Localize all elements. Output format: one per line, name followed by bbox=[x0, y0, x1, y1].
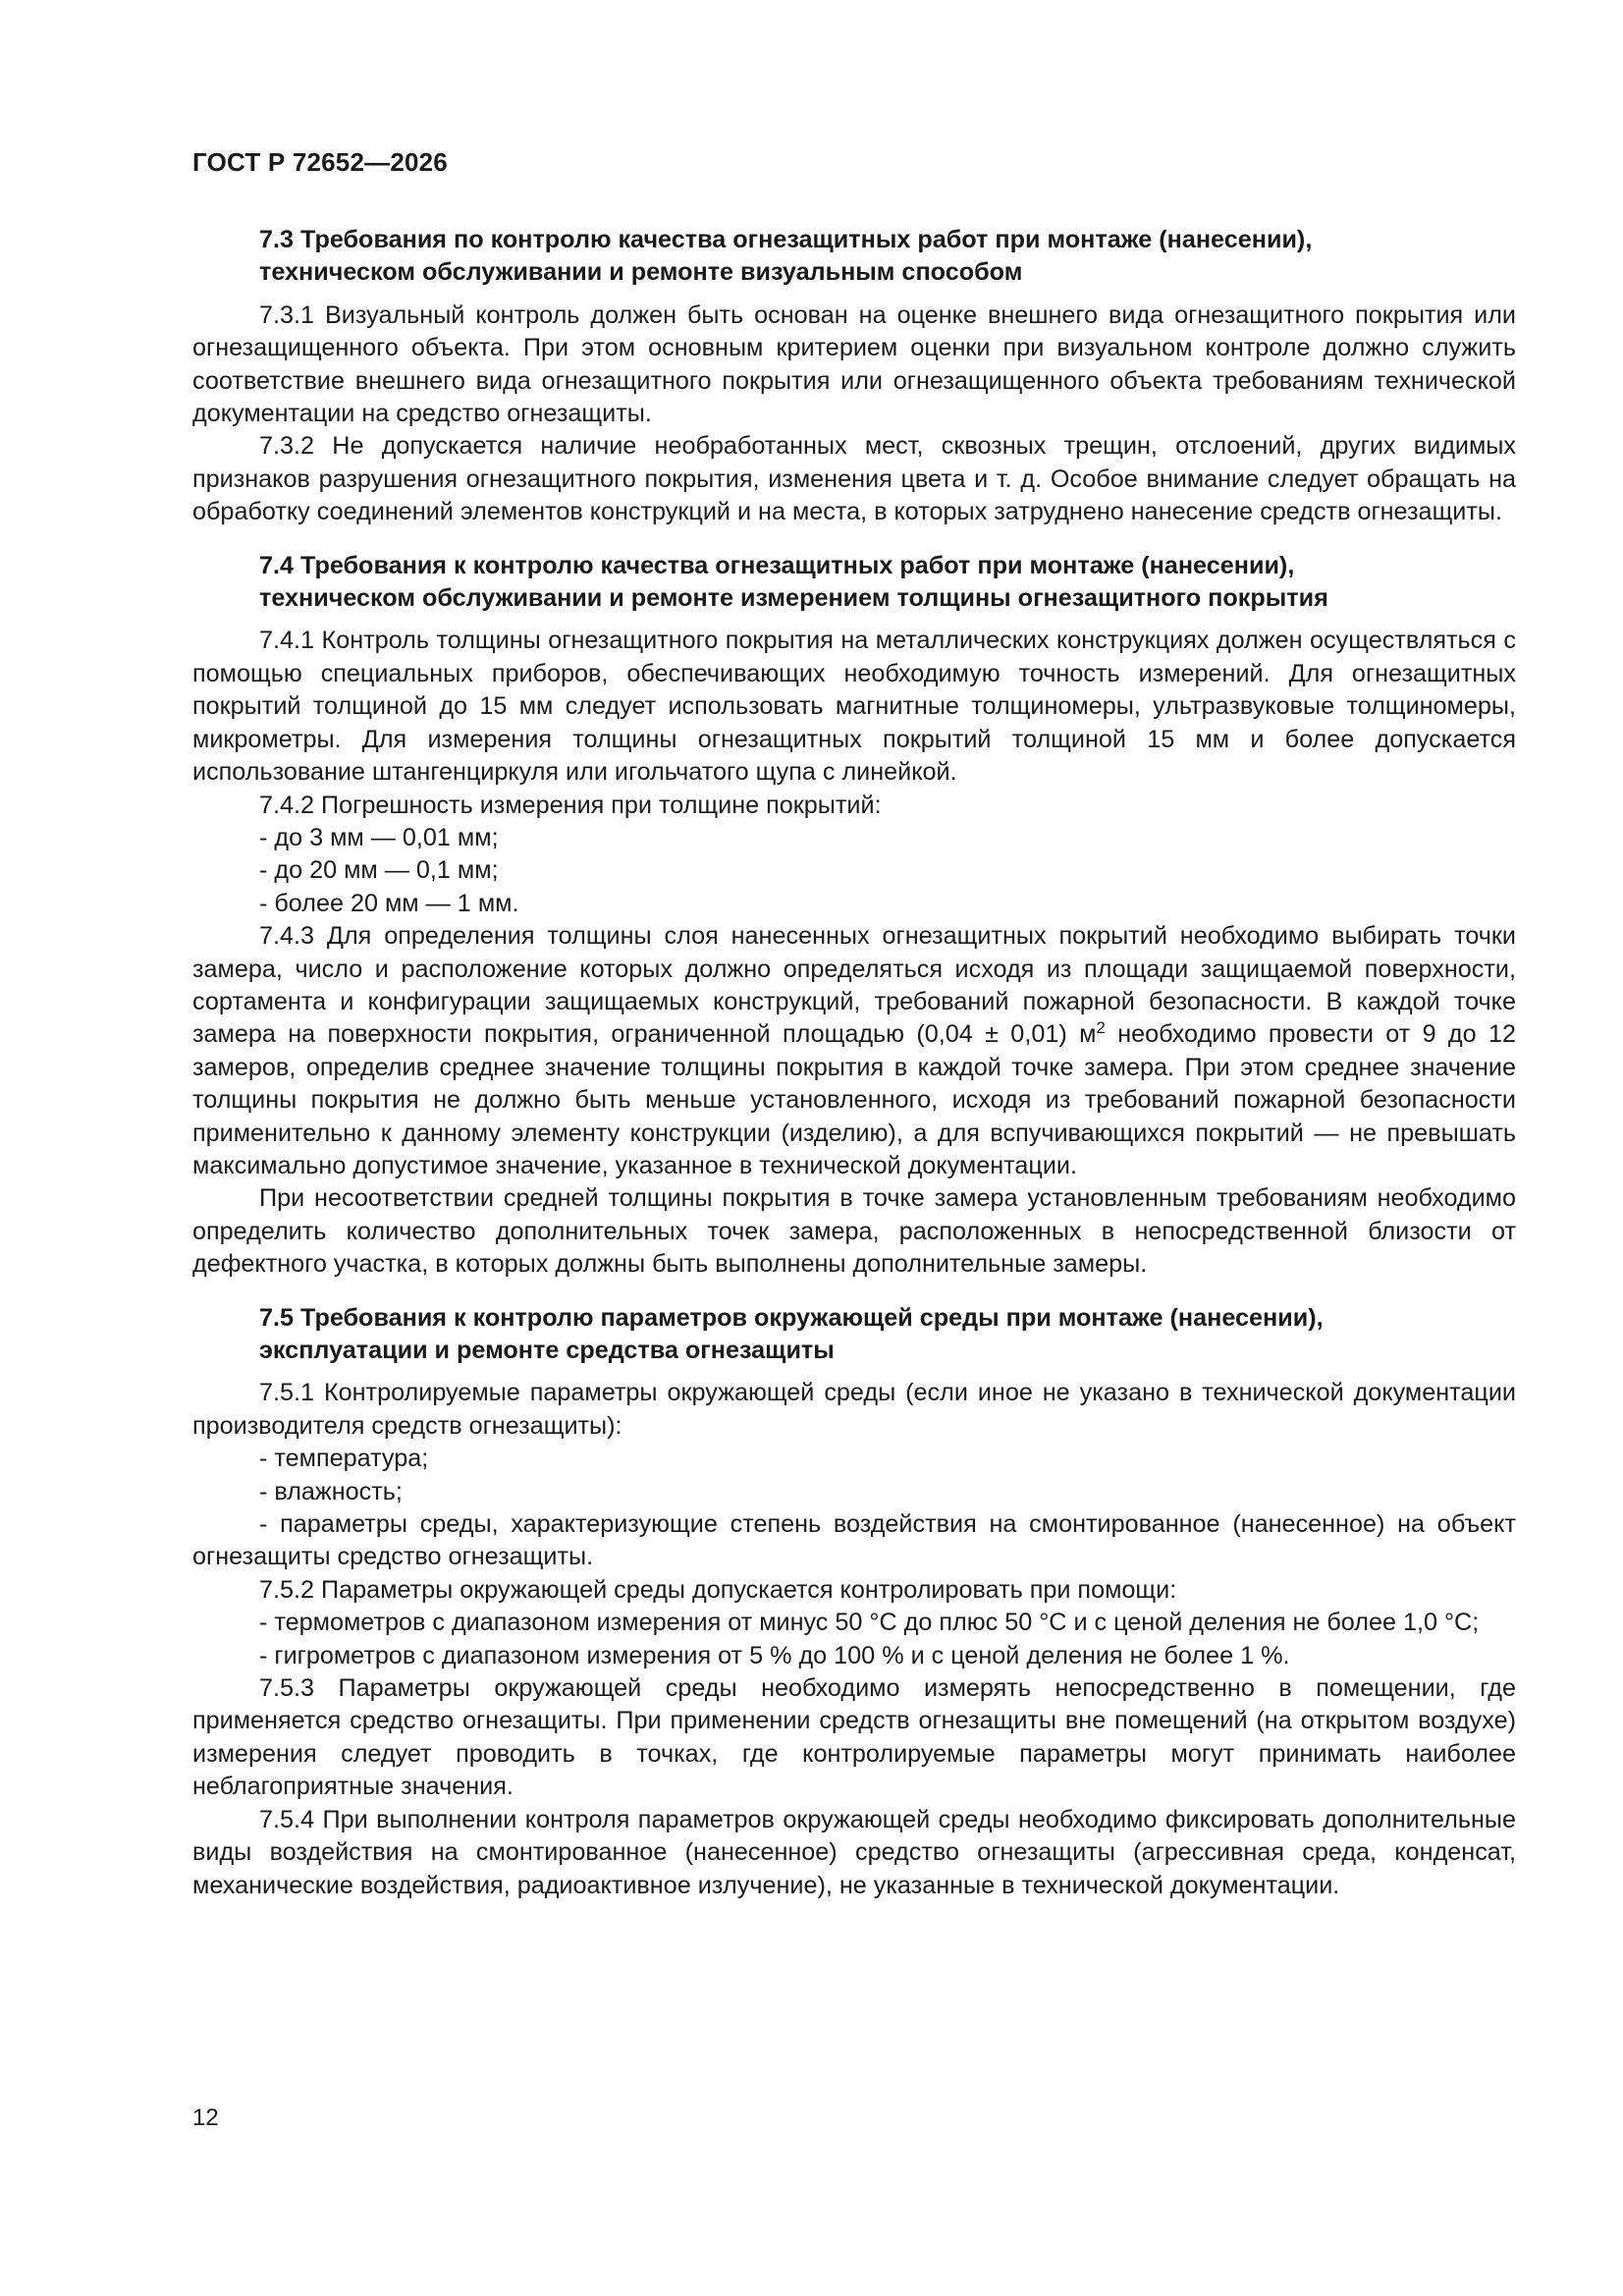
superscript-square: 2 bbox=[1096, 1018, 1106, 1038]
paragraph-7-4-3 bbox=[192, 920, 1516, 1182]
paragraph-7-5-4: 7.5.4 При выполнении контроля параметров окружающей среды необходимо фиксировать дополнительные виды воздействия на смонтированное (нанесенное) средство огнезащиты (агрессивная среда, конденсат, механические воздействия, радиоактивное излучение), не указанные в технической документации. bbox=[192, 1805, 1516, 1899]
paragraph-7-4-3-continuation: При несоответствии средней толщины покрытия в точке замера установленным требованиям необходимо определить количество дополнительных точек замера, расположенных в непосредственной близости от дефектного участка, в которых должны быть выполнены дополнительные замеры. bbox=[192, 1184, 1516, 1279]
list-item: - до 20 мм — 0,1 мм; bbox=[259, 856, 499, 885]
paragraph-7-4-3-part2: необходимо провести от 9 до 12 замеров, определив среднее значение толщины покрытия в каждой точке замера. При этом среднее значение толщины покрытия не должно быть меньше установленного, исходя из требований пожарной безопасности применительно к данному элементу конструкции (изделию), а для вспучивающихся покрытий — не превышать максимально допустимое значение, указанное в технической документации. bbox=[192, 1020, 1516, 1179]
list-item: - до 3 мм — 0,01 мм; bbox=[259, 823, 499, 851]
paragraph-7-3-2: 7.3.2 Не допускается наличие необработанных мест, сквозных трещин, отслоений, других видимых признаков разрушения огнезащитного покрытия, изменения цвета и т. д. Особое внимание следует обращать на обработку соединений элементов конструкций и на места, в которых затруднено нанесение средств огнезащиты. bbox=[192, 432, 1516, 526]
section-7-3-heading-line2: техническом обслуживании и ремонте визуальным способом bbox=[259, 258, 1023, 287]
section-7-5-heading-line2: эксплуатации и ремонте средства огнезащиты bbox=[259, 1337, 835, 1364]
paragraph-7-5-3: 7.5.3 Параметры окружающей среды необходимо измерять непосредственно в помещении, где применяется средство огнезащиты. При применении средств огнезащиты вне помещений (на открытом воздухе) измерения следует проводить в точках, где контролируемые параметры могут принимать наиболее неблагоприятные значения. bbox=[192, 1674, 1516, 1801]
list-item: - гигрометров с диапазоном измерения от 5 % до 100 % и с ценой деления не более 1 %. bbox=[259, 1641, 1290, 1669]
section-7-4-heading-line2: техническом обслуживании и ремонте измерением толщины огнезащитного покрытия bbox=[259, 584, 1328, 613]
section-7-5-heading-line1: 7.5 Требования к контролю параметров окружающей среды при монтаже (нанесении), bbox=[259, 1303, 1324, 1332]
section-7-3-heading-line1: 7.3 Требования по контролю качества огнезащитных работ при монтаже (нанесении), bbox=[259, 226, 1313, 253]
paragraph-7-4-3-part1: 7.4.3 Для определения толщины слоя нанесенных огнезащитных покрытий необходимо выбирать точки замера, число и расположение которых должно определяться исходя из площади защищаемой поверхности, сортамента и конфигурации защищаемых конструкций, требований пожарной безопасности. В каждой точке замера на поверхности покрытия, ограниченной площадью (0,04 ± 0,01) м bbox=[192, 922, 1516, 1049]
section-7-4-heading-line1: 7.4 Требования к контролю качества огнезащитных работ при монтаже (нанесении), bbox=[259, 551, 1295, 579]
list-item: - температура; bbox=[259, 1445, 429, 1473]
list-item: - параметры среды, характеризующие степень воздействия на смонтированное (нанесенное) на объект огнезащиты средство огнезащиты. bbox=[192, 1510, 1516, 1571]
document-code: ГОСТ Р 72652—2026 bbox=[192, 147, 448, 177]
document-body bbox=[192, 224, 1516, 1902]
list-item: - более 20 мм — 1 мм. bbox=[259, 889, 519, 917]
paragraph-7-5-1: 7.5.1 Контролируемые параметры окружающей среды (если иное не указано в технической документации производителя средств огнезащиты): bbox=[192, 1379, 1516, 1440]
list-item: - термометров с диапазоном измерения от минус 50 °C до плюс 50 °C и с ценой деления не более 1,0 °C; bbox=[259, 1609, 1480, 1637]
paragraph-7-4-1: 7.4.1 Контроль толщины огнезащитного покрытия на металлических конструкциях должен осуществляться с помощью специальных приборов, обеспечивающих необходимую точность измерений. Для огнезащитных покрытий толщиной до 15 мм следует использовать магнитные толщиномеры, ультразвуковые толщиномеры, микрометры. Для измерения толщины огнезащитных покрытий толщиной 15 мм и более допускается использование штангенциркуля или игольчатого щупа с линейкой. bbox=[192, 627, 1516, 787]
paragraph-7-5-2: 7.5.2 Параметры окружающей среды допускается контролировать при помощи: bbox=[259, 1575, 1177, 1604]
paragraph-7-3-1: 7.3.1 Визуальный контроль должен быть основан на оценке внешнего вида огнезащитного покрытия или огнезащищенного объекта. При этом основным критерием оценки при визуальном контроле должно служить соответствие внешнего вида огнезащитного покрытия или огнезащищенного объекта требованиям технической документации на средство огнезащиты. bbox=[192, 301, 1516, 428]
paragraph-7-4-2: 7.4.2 Погрешность измерения при толщине покрытий: bbox=[259, 791, 882, 819]
page-number: 12 bbox=[192, 2105, 219, 2131]
list-item: - влажность; bbox=[259, 1477, 403, 1505]
